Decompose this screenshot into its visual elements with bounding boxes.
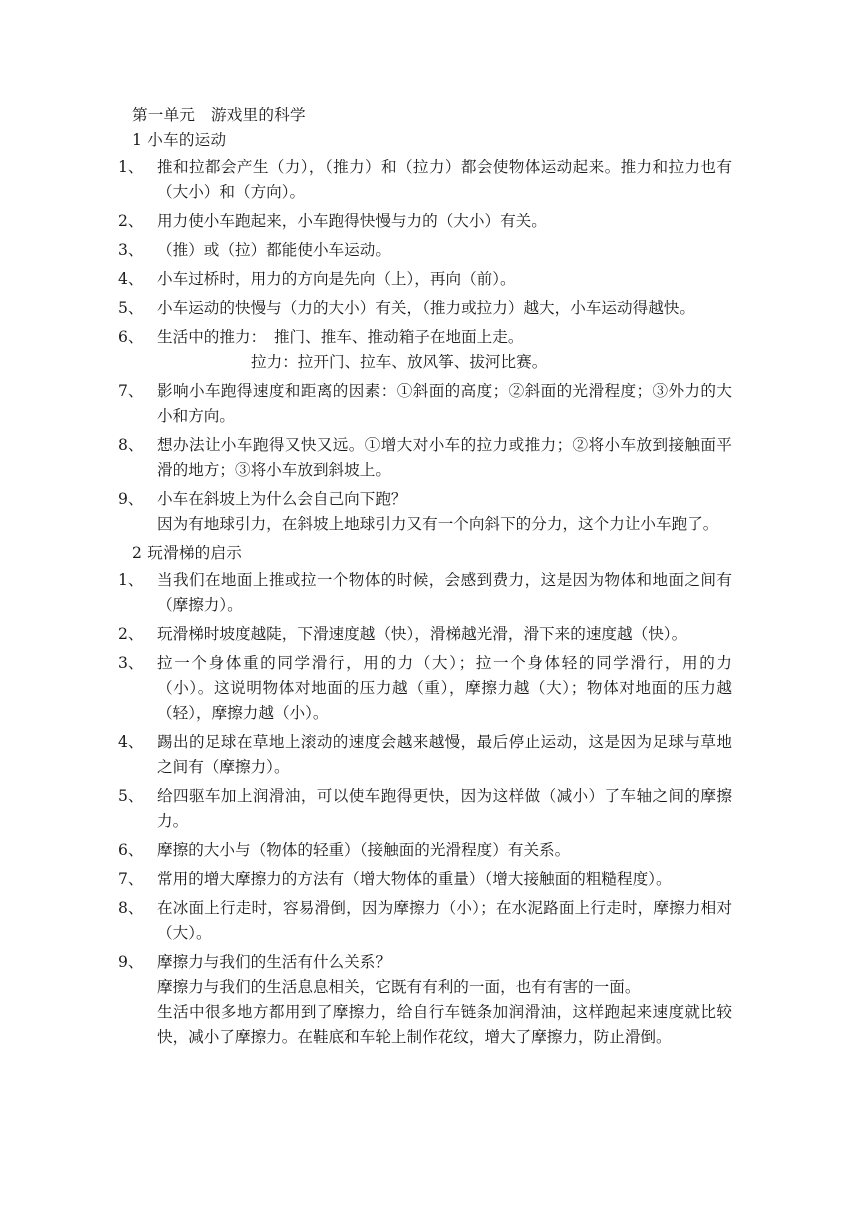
list-item xyxy=(118,487,732,537)
item-answer: 生活中很多地方都用到了摩擦力，给自行车链条加润滑油，这样跑起来速度就比较快，减小了摩擦力。在鞋底和车轮上制作花纹，增大了摩擦力，防止滑倒。 xyxy=(157,1003,732,1046)
item-number: 6、 xyxy=(118,328,144,346)
item-text: 小车过桥时，用力的方向是先向（上），再向（前）。 xyxy=(157,270,516,288)
item-text: 想办法让小车跑得又快又远。①增大对小车的拉力或推力；②将小车放到接触面平滑的地方；③将小车放到斜坡上。 xyxy=(157,436,732,479)
item-number: 4、 xyxy=(118,733,144,751)
item-number: 7、 xyxy=(118,382,144,400)
list-item xyxy=(118,651,732,726)
item-text: 小车在斜坡上为什么会自己向下跑？ xyxy=(157,490,407,508)
item-text: 用力使小车跑起来，小车跑得快慢与力的（大小）有关。 xyxy=(157,212,547,230)
item-number: 1、 xyxy=(118,158,144,176)
item-text: 踢出的足球在草地上滚动的速度会越来越慢，最后停止运动，这是因为足球与草地之间有（摩擦力）。 xyxy=(157,733,732,776)
item-number: 7、 xyxy=(118,870,144,888)
item-number: 4、 xyxy=(118,270,144,288)
list-item xyxy=(118,568,732,618)
item-number: 2、 xyxy=(118,625,144,643)
item-number: 5、 xyxy=(118,299,144,317)
item-number: 9、 xyxy=(118,490,144,508)
list-item xyxy=(118,209,732,234)
list-item xyxy=(118,950,732,1050)
item-number: 1、 xyxy=(118,571,144,589)
list-item xyxy=(118,433,732,483)
item-text: 给四驱车加上润滑油，可以使车跑得更快，因为这样做（减小）了车轴之间的摩擦力。 xyxy=(157,787,732,830)
list-item xyxy=(118,622,732,647)
item-number: 5、 xyxy=(118,787,144,805)
item-text: 生活中的推力： 推门、推车、推动箱子在地面上走。 xyxy=(157,328,524,346)
list-item xyxy=(118,838,732,863)
item-number: 6、 xyxy=(118,841,144,859)
item-number: 8、 xyxy=(118,436,144,454)
item-text: （推）或（拉）都能使小车运动。 xyxy=(157,241,391,259)
unit-title: 第一单元 游戏里的科学 xyxy=(132,106,306,124)
item-text: 当我们在地面上推或拉一个物体的时候，会感到费力，这是因为物体和地面之间有（摩擦力）。 xyxy=(157,571,732,614)
item-number: 3、 xyxy=(118,241,144,259)
item-text: 小车运动的快慢与（力的大小）有关，（推力或拉力）越大，小车运动得越快。 xyxy=(157,299,695,317)
item-text: 推和拉都会产生（力），（推力）和（拉力）都会使物体运动起来。推力和拉力也有（大小）和（方向）。 xyxy=(157,158,732,201)
item-extra-text: 拉力：拉开门、拉车、放风筝、拔河比赛。 xyxy=(251,353,548,371)
list-item xyxy=(118,730,732,780)
item-text: 在冰面上行走时，容易滑倒，因为摩擦力（小）；在水泥路面上行走时，摩擦力相对（大）。 xyxy=(157,899,732,942)
list-item xyxy=(118,267,732,292)
item-number: 3、 xyxy=(118,654,144,672)
item-text: 影响小车跑得速度和距离的因素：①斜面的高度；②斜面的光滑程度；③外力的大小和方向。 xyxy=(157,382,732,425)
item-answer: 摩擦力与我们的生活息息相关，它既有有利的一面，也有有害的一面。 xyxy=(157,978,641,996)
list-item xyxy=(118,325,732,375)
section-heading: 2 玩滑梯的启示 xyxy=(132,544,243,562)
list-item xyxy=(118,784,732,834)
section-heading: 1 小车的运动 xyxy=(132,131,227,149)
item-number: 9、 xyxy=(118,953,144,971)
list-item xyxy=(118,896,732,946)
item-text: 常用的增大摩擦力的方法有（增大物体的重量）（增大接触面的粗糙程度）。 xyxy=(157,870,672,888)
list-item xyxy=(118,379,732,429)
list-item xyxy=(118,238,732,263)
item-text: 拉一个身体重的同学滑行，用的力（大）；拉一个身体轻的同学滑行，用的力（小）。这说明物体对地面的压力越（重），摩擦力越（大）；物体对地面的压力越（轻），摩擦力越（小）。 xyxy=(157,654,732,722)
item-number: 2、 xyxy=(118,212,144,230)
item-number: 8、 xyxy=(118,899,144,917)
item-answer: 因为有地球引力，在斜坡上地球引力又有一个向斜下的分力，这个力让小车跑了。 xyxy=(157,515,719,533)
item-text: 摩擦的大小与（物体的轻重）（接触面的光滑程度）有关系。 xyxy=(157,841,571,859)
list-item xyxy=(118,296,732,321)
list-item xyxy=(118,155,732,205)
document-page xyxy=(118,103,732,1054)
list-item xyxy=(118,867,732,892)
item-text: 摩擦力与我们的生活有什么关系？ xyxy=(157,953,391,971)
item-text: 玩滑梯时坡度越陡，下滑速度越（快），滑梯越光滑，滑下来的速度越（快）。 xyxy=(157,625,688,643)
